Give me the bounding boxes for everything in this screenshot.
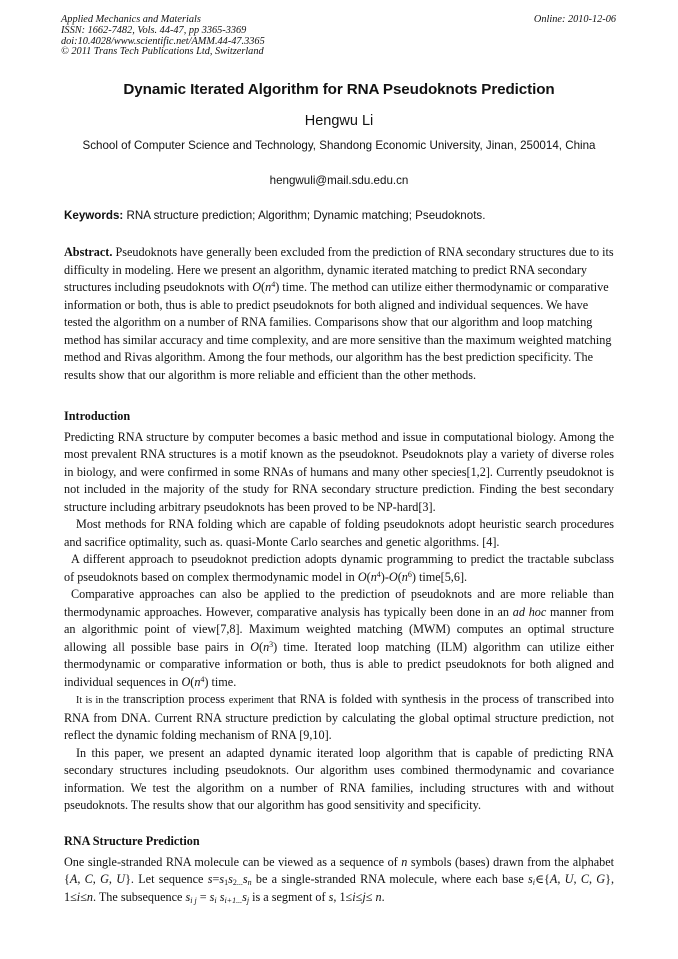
intro-paragraph-2: Most methods for RNA folding which are capable of folding pseudoknots adopt heuristic search procedures and sacrifice optimality, such as. quasi-Monte Carlo searches and genetic algorithms. [4]. <box>64 517 614 549</box>
introduction-heading: Introduction <box>64 409 131 423</box>
journal-issn: ISSN: 1662-7482, Vols. 44-47, pp 3365-3369 <box>61 24 247 36</box>
abstract-text-after: time. The method can utilize either thermodynamic or comparative information or both, thus is able to predict pseudoknots for both aligned and individual sequences. We have tested the algorithm on a number of RNA families. Comparisons show that our algorithm and loop matching method has similar accuracy and time complexity, and are more sensitive than the maximum weighted matching method and Rivas algorithm. Among the four methods, our algorithm has the best prediction specificity. The results show that our algorithm is more reliable and efficient than the other methods. <box>64 280 612 382</box>
intro-paragraph-5: It is in the transcription process experiment that RNA is folded with synthesis in the process of transcribed into RNA from DNA. Current RNA structure prediction by calculating the global optimal structure prediction, not reflect the dynamic folding mechanism of RNA [9,10]. <box>64 692 614 742</box>
keywords-text: RNA structure prediction; Algorithm; Dynamic matching; Pseudoknots. <box>126 209 486 222</box>
rna-paragraph-1: One single-stranded RNA molecule can be viewed as a sequence of n symbols (bases) drawn from the alphabet {A, C, G, U}. Let sequence $s=s_1s_{2...}s_n$ be a single-stranded RNA molecule, where each base $s_i\in\{A$, U, C, G}, 1≤i≤n. The subsequence $s_{i j} = s_i$ $s_{i+1...}s_j$ is a segment of s, 1≤i≤j≤ n. <box>64 854 615 905</box>
abstract-label: Abstract. <box>64 245 113 259</box>
author-affiliation: School of Computer Science and Technology, Shandong Economic University, Jinan, 250014, China <box>82 139 596 152</box>
introduction-section <box>64 408 614 815</box>
abstract-text-before: Pseudoknots have generally been excluded from the prediction of RNA secondary structures due to its difficulty in modeling. Here we present an algorithm, dynamic iterated matching to predict RNA secondary structures including pseudoknots with <box>64 245 614 294</box>
rna-section-heading: RNA Structure Prediction <box>64 834 200 848</box>
keywords <box>64 209 624 222</box>
paper-title: Dynamic Iterated Algorithm for RNA Pseudoknots Prediction <box>123 81 555 98</box>
rna-structure-section <box>64 833 614 906</box>
keywords-label: Keywords: <box>64 209 124 222</box>
author-email: hengwuli@mail.sdu.edu.cn <box>269 174 409 187</box>
online-date: Online: 2010-12-06 <box>533 14 616 25</box>
abstract-complexity: O <box>252 280 262 294</box>
intro-paragraph-6: In this paper, we present an adapted dynamic iterated loop algorithm that is capable of predicting RNA secondary structures including pseudoknots. Our algorithm uses combined thermodynamic and covariance information. We test the algorithm on a number of RNA families, including structures with and without pseudoknots. The results show that our algorithm has good sensitivity and specificity. <box>64 745 614 812</box>
abstract: Abstract. Pseudoknots have generally been excluded from the prediction of RNA secondary structures due to its difficulty in modeling. Here we present an algorithm, dynamic iterated matching to predict RNA secondary structures including pseudoknots with $O(n^4)$ time. The method can utilize either thermodynamic or comparative information or both, thus is able to predict pseudoknots for both aligned and individual sequences. We have tested the algorithm on a number of RNA families. Comparisons show that our algorithm and loop matching method has similar accuracy and time complexity, and are more sensitive than the maximum weighted matching method and Rivas algorithm. Among the four methods, our algorithm has the best prediction specificity. The results show that our algorithm is more reliable and efficient than the other methods. <box>64 245 614 382</box>
intro-paragraph-3: A different approach to pseudoknot prediction adopts dynamic programming to predict the tractable subclass of pseudoknots based on complex thermodynamic model in $O(n^4)-O(n^6)$ time[5,6]. <box>64 552 614 584</box>
journal-doi: doi:10.4028/www.scientific.net/AMM.44-47.3365 <box>61 35 265 47</box>
intro-paragraph-4: Comparative approaches can also be applied to the prediction of pseudoknots and are more reliable than thermodynamic approaches. However, comparative analysis has typically been done in an ad hoc manner from an algorithmic point of view[7,8]. Maximum weighted matching (MWM) computes an optimal structure allowing all possible base pairs in $O(n^3)$ time. Iterated loop matching (ILM) algorithm can utilize either thermodynamic or comparative information or both, thus is able to predict pseudoknots for both aligned and individual sequences in $O(n^4)$ time. <box>64 587 615 689</box>
intro-paragraph-1: Predicting RNA structure by computer becomes a basic method and issue in computational biology. Among the most prevalent RNA structures is a motif known as the pseudoknot. Pseudoknots play a variety of diverse roles in biology, and were confirmed in some RNAs of humans and many other species[1,2]. Currently pseudoknot is not included in the majority of the study for RNA secondary structure prediction. Finding the best secondary structure including arbitrary pseudoknots has been proved to be NP-hard[3]. <box>64 429 614 514</box>
journal-header <box>61 15 616 58</box>
journal-copyright: © 2011 Trans Tech Publications Ltd, Switzerland <box>61 46 264 58</box>
journal-info <box>61 15 265 58</box>
journal-name: Applied Mechanics and Materials <box>61 14 201 25</box>
author-name: Hengwu Li <box>304 113 374 129</box>
